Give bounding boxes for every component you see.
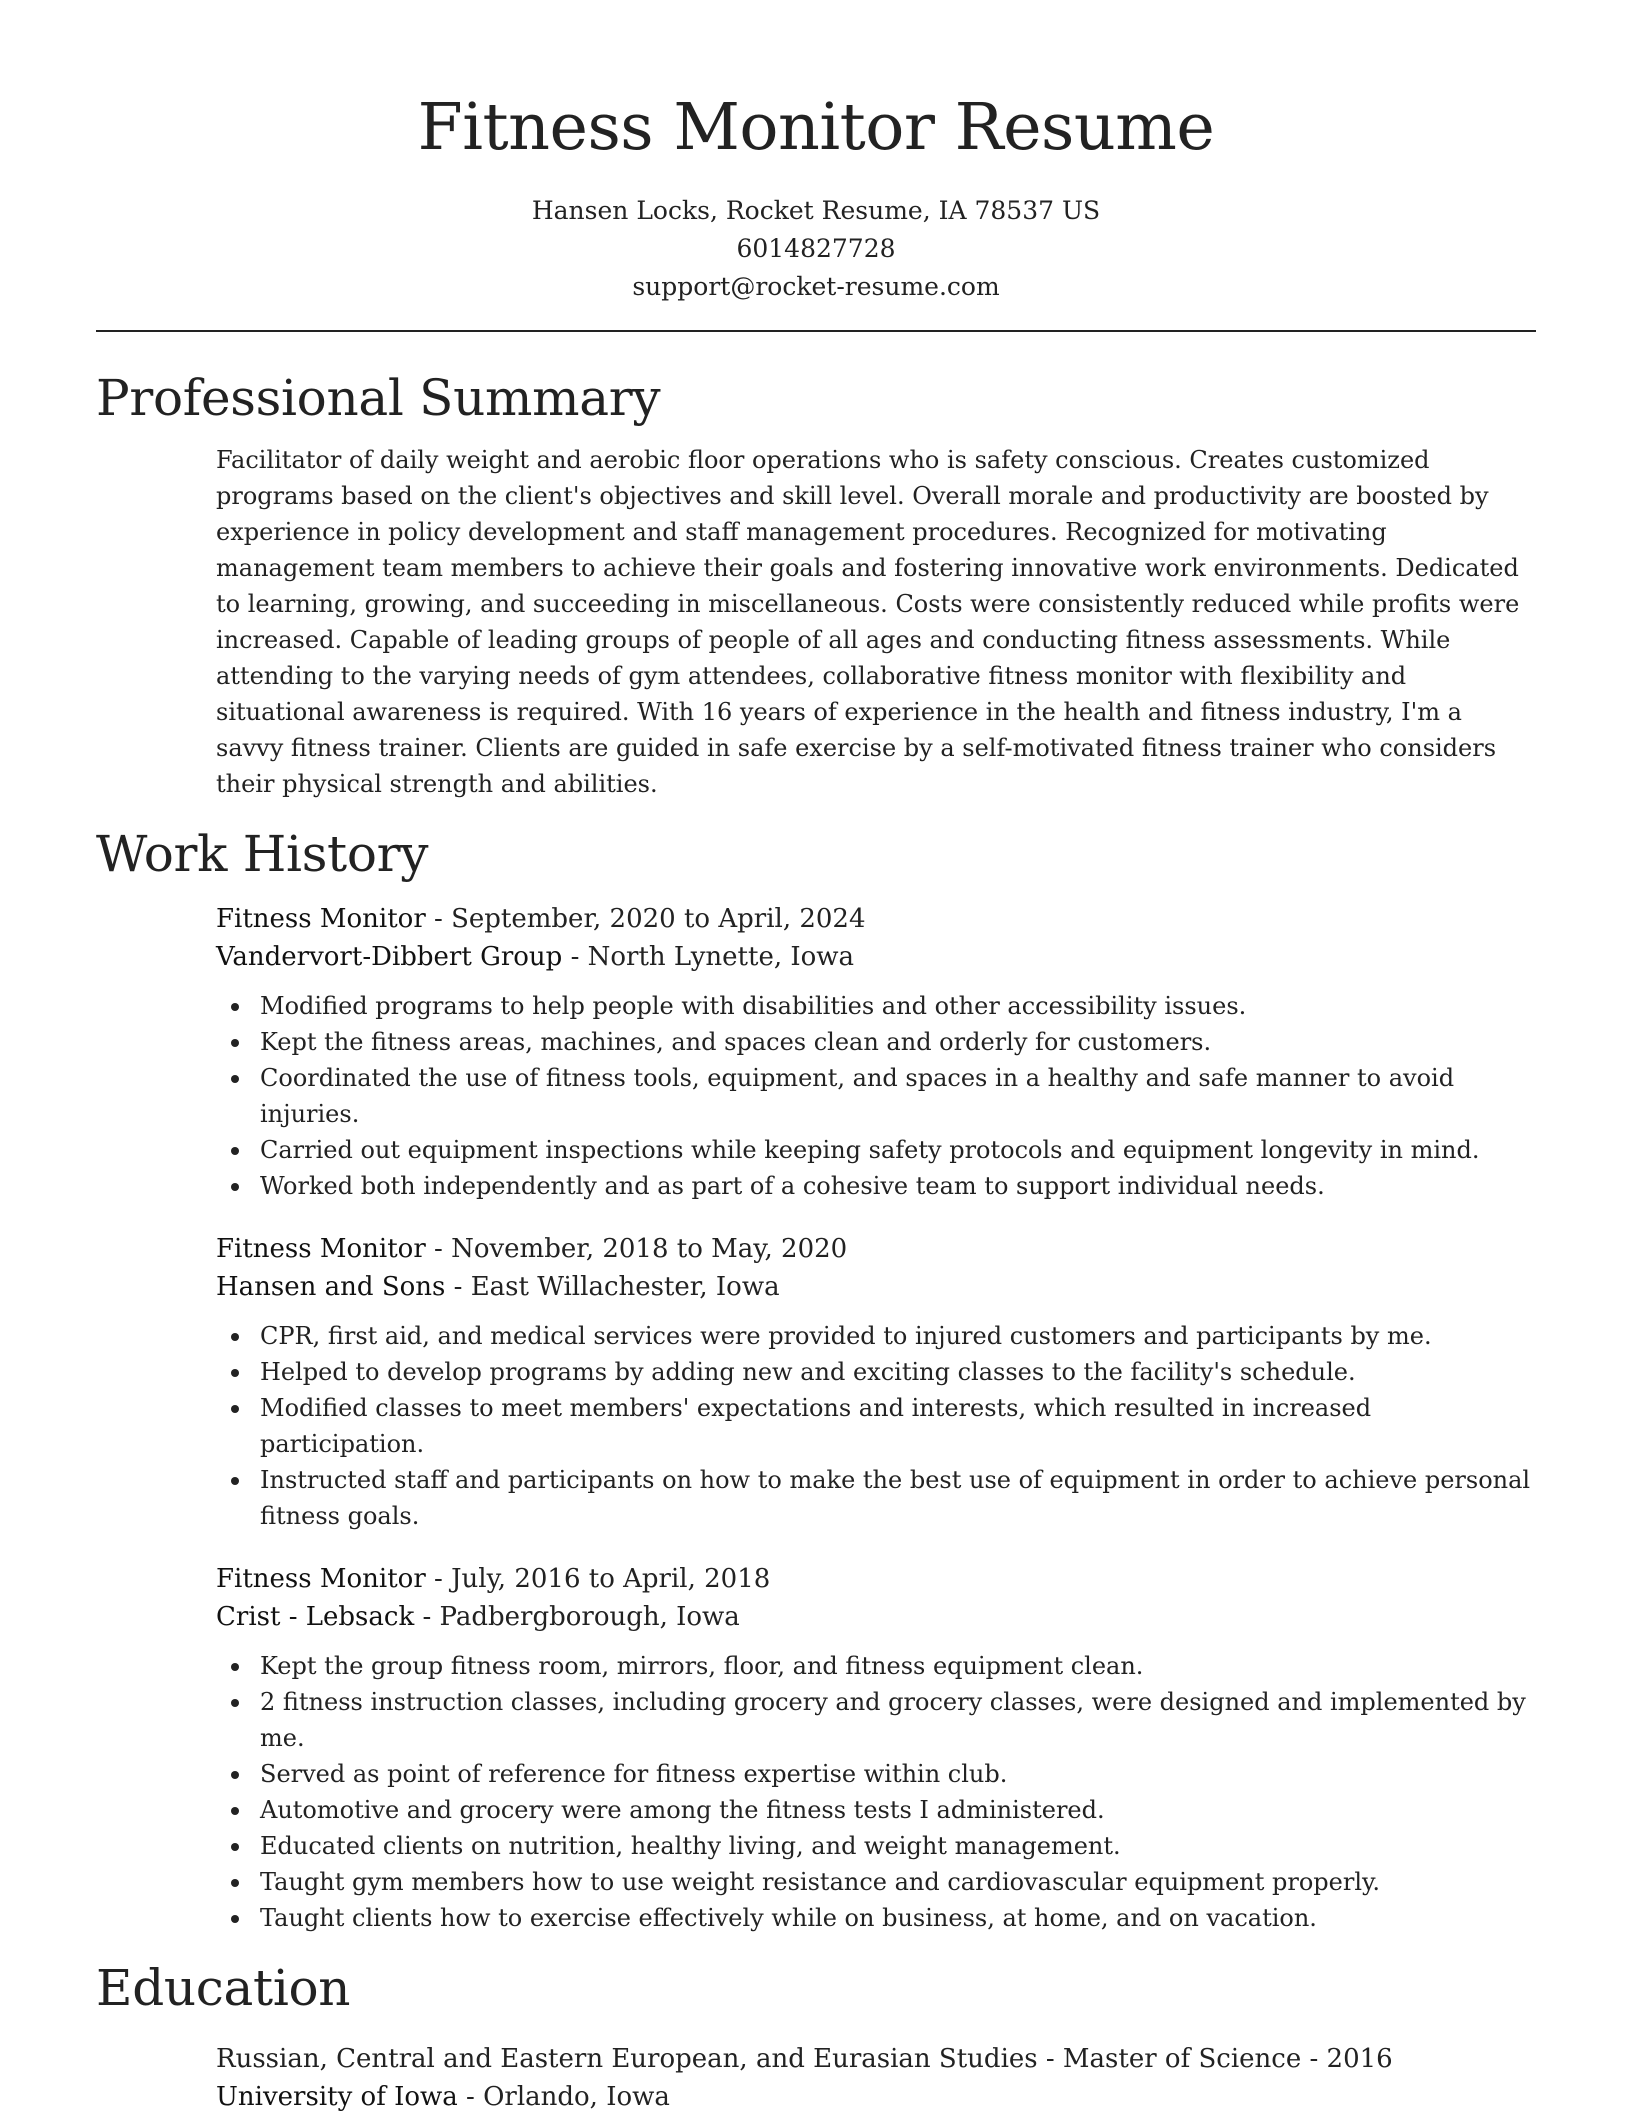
education-location: - Orlando, Iowa (457, 2082, 670, 2112)
job-dates: - September, 2020 to April, 2024 (425, 904, 866, 934)
education-school: University of Iowa (216, 2082, 458, 2112)
job-bullet: Helped to develop programs by adding new and exciting classes to the facility's schedule. (216, 1354, 1536, 1390)
job-company-line (216, 938, 1536, 976)
contact-block (96, 192, 1536, 306)
job-location: - North Lynette, Iowa (562, 942, 855, 972)
job-bullet-list (216, 988, 1536, 1204)
job-location: - East Willachester, Iowa (445, 1272, 780, 1302)
job-title: Fitness Monitor (216, 904, 426, 934)
job-location: - Padbergborough, Iowa (414, 1602, 740, 1632)
education-degree-line: Russian, Central and Eastern European, and Eurasian Studies - Master of Science - 2016 (216, 2044, 1393, 2074)
job-entry (216, 1230, 1536, 1534)
job-company-line (216, 1598, 1536, 1636)
job-bullet: CPR, first aid, and medical services were provided to injured customers and participants by me. (216, 1318, 1536, 1354)
education-entry (216, 2040, 1536, 2112)
contact-phone: 6014827728 (736, 234, 896, 263)
job-entry (216, 900, 1536, 1204)
job-bullet: Served as point of reference for fitness expertise within club. (216, 1756, 1536, 1792)
work-history-section (96, 824, 1536, 1936)
summary-text: Facilitator of daily weight and aerobic floor operations who is safety conscious. Creates customized programs based on the client's objectives and skill level. Overall morale and productivity are boosted by experience in policy development and staff management procedures. Recognized for motivating management team members to achieve their goals and fostering innovative work environments. Dedicated to learning, growing, and succeeding in miscellaneous. Costs were consistently reduced while profits were increased. Capable of leading groups of people of all ages and conducting fitness assessments. While attending to the varying needs of gym attendees, collaborative fitness monitor with flexibility and situational awareness is required. With 16 years of experience in the health and fitness industry, I'm a savvy fitness trainer. Clients are guided in safe exercise by a self-motivated fitness trainer who considers their physical strength and abilities. (216, 446, 1520, 798)
section-heading-summary: Professional Summary (96, 369, 661, 427)
job-title-line (216, 1230, 1536, 1268)
job-dates: - November, 2018 to May, 2020 (425, 1234, 848, 1264)
job-bullet-list (216, 1648, 1536, 1936)
resume-page (96, 0, 1536, 2112)
header-divider (96, 330, 1536, 332)
professional-summary-section (96, 368, 1536, 802)
job-title: Fitness Monitor (216, 1234, 426, 1264)
contact-email: support@rocket-resume.com (632, 272, 1000, 301)
job-bullet: Coordinated the use of fitness tools, equipment, and spaces in a healthy and safe manner to avoid injuries. (216, 1060, 1536, 1132)
job-title-line (216, 1560, 1536, 1598)
job-bullet-list (216, 1318, 1536, 1534)
job-entry (216, 1560, 1536, 1936)
job-bullet: Instructed staff and participants on how to make the best use of equipment in order to achieve personal fitness goals. (216, 1462, 1536, 1534)
section-heading-work: Work History (96, 825, 429, 883)
job-bullet: Kept the fitness areas, machines, and spaces clean and orderly for customers. (216, 1024, 1536, 1060)
job-bullet: Kept the group fitness room, mirrors, floor, and fitness equipment clean. (216, 1648, 1536, 1684)
job-bullet: Taught gym members how to use weight resistance and cardiovascular equipment properly. (216, 1864, 1536, 1900)
job-title: Fitness Monitor (216, 1564, 426, 1594)
job-company: Hansen and Sons (216, 1272, 446, 1302)
job-company: Vandervort-Dibbert Group (216, 942, 563, 972)
section-heading-education: Education (96, 1959, 351, 2017)
education-school-line (216, 2078, 1536, 2112)
job-title-line (216, 900, 1536, 938)
job-bullet: Worked both independently and as part of a cohesive team to support individual needs. (216, 1168, 1536, 1204)
job-bullet: Modified programs to help people with disabilities and other accessibility issues. (216, 988, 1536, 1024)
job-bullet: Modified classes to meet members' expectations and interests, which resulted in increased participation. (216, 1390, 1536, 1462)
contact-address: Hansen Locks, Rocket Resume, IA 78537 US (531, 196, 1101, 225)
job-bullet: 2 fitness instruction classes, including grocery and grocery classes, were designed and implemented by me. (216, 1684, 1536, 1756)
job-company: Crist - Lebsack (216, 1602, 415, 1632)
job-bullet: Taught clients how to exercise effectively while on business, at home, and on vacation. (216, 1900, 1536, 1936)
job-bullet: Automotive and grocery were among the fitness tests I administered. (216, 1792, 1536, 1828)
job-bullet: Carried out equipment inspections while keeping safety protocols and equipment longevity in mind. (216, 1132, 1536, 1168)
job-company-line (216, 1268, 1536, 1306)
education-section (96, 1958, 1536, 2112)
job-bullet: Educated clients on nutrition, healthy living, and weight management. (216, 1828, 1536, 1864)
job-dates: - July, 2016 to April, 2018 (425, 1564, 771, 1594)
resume-header (96, 0, 1536, 332)
document-title: Fitness Monitor Resume (417, 90, 1215, 165)
